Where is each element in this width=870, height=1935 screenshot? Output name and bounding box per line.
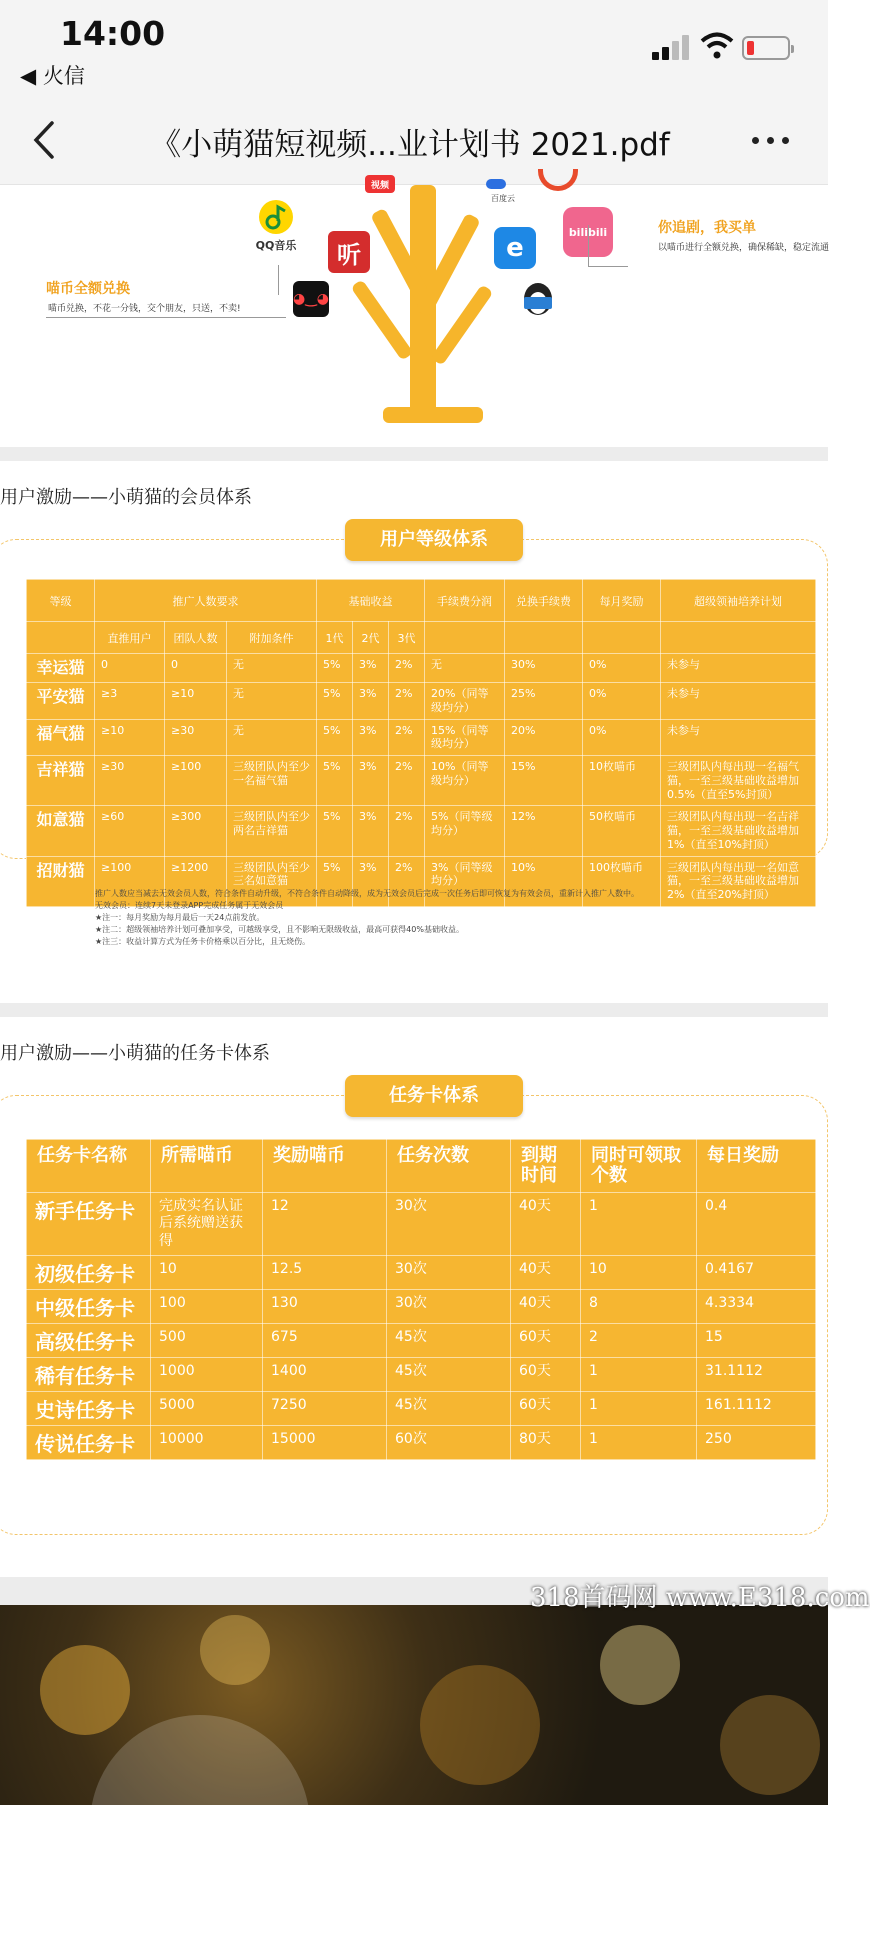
col-header: 手续费分润: [425, 580, 505, 622]
table-cell: 1400: [263, 1358, 387, 1392]
table-row: [27, 683, 816, 720]
table-cell: 5%: [317, 756, 353, 806]
table-cell: 40天: [511, 1290, 581, 1324]
callout-right-subtitle: 以喵币进行全额兑换，确保稀缺，稳定流通: [658, 243, 830, 253]
card-name-cell: 史诗任务卡: [27, 1392, 151, 1426]
sub-header: 直推用户: [95, 622, 165, 654]
note-line: ★注一：每月奖励为每月最后一天24点前发放。: [95, 913, 265, 922]
table-cell: 2%: [389, 654, 425, 683]
table-cell: 5%: [317, 856, 353, 906]
level-name-cell: 吉祥猫: [27, 756, 95, 806]
card-name-cell: 新手任务卡: [27, 1192, 151, 1256]
table-cell: 5%: [317, 683, 353, 720]
table-notes: [95, 888, 639, 948]
task-card-pill: 任务卡体系: [345, 1075, 523, 1117]
table-cell: 2%: [389, 856, 425, 906]
table-cell: 2: [581, 1324, 697, 1358]
card-name-cell: 高级任务卡: [27, 1324, 151, 1358]
table-cell: 50枚喵币: [583, 806, 661, 856]
watermark: 318首码网 www.E318.com: [530, 1583, 870, 1613]
table-cell: 0: [95, 654, 165, 683]
table-cell: 30次: [387, 1290, 511, 1324]
level-name-cell: 福气猫: [27, 719, 95, 756]
table-cell: 1: [581, 1192, 697, 1256]
table-cell: 15: [697, 1324, 816, 1358]
red-app-icon: [538, 169, 578, 191]
pdf-viewer[interactable]: [0, 180, 830, 1792]
table-cell: 三级团队内每出现一名如意猫，一至三级基础收益增加2%（直至20%封顶）: [661, 856, 816, 906]
table-cell: ≥30: [95, 756, 165, 806]
table-cell: 12.5: [263, 1256, 387, 1290]
table-cell: 1000: [151, 1358, 263, 1392]
table-cell: 5%: [317, 654, 353, 683]
note-line: ★注三：收益计算方式为任务卡价格乘以百分比，且无烧伤。: [95, 937, 311, 946]
battery-icon: [742, 36, 790, 60]
video-icon: 视频: [365, 175, 395, 193]
table-cell: 40天: [511, 1192, 581, 1256]
callout-connector: [278, 265, 286, 295]
table-cell: 40天: [511, 1256, 581, 1290]
tree-base: [383, 407, 483, 423]
table-cell: 20%: [505, 719, 583, 756]
table-row: [27, 1358, 816, 1392]
section-heading: 用户激励——小萌猫的任务卡体系: [0, 1043, 270, 1064]
table-cell: 25%: [505, 683, 583, 720]
baidu-cloud-label: 百度云: [491, 194, 515, 203]
col-header: 所需喵币: [151, 1140, 263, 1193]
table-cell: 5%（同等级均分）: [425, 806, 505, 856]
pdf-page-membership: [0, 461, 828, 1003]
table-cell: 5%: [317, 719, 353, 756]
table-cell: 10: [581, 1256, 697, 1290]
table-cell: 250: [697, 1426, 816, 1460]
table-cell: ≥300: [165, 806, 227, 856]
table-cell: 未参与: [661, 719, 816, 756]
back-chevron-icon[interactable]: [26, 117, 66, 163]
col-header: 任务卡名称: [27, 1140, 151, 1193]
table-cell: 10000: [151, 1426, 263, 1460]
table-cell: 无: [227, 683, 317, 720]
bilibili-icon: bilibili: [563, 207, 613, 257]
membership-table: [26, 579, 816, 907]
clock: 14:00: [60, 14, 166, 53]
table-cell: 2%: [389, 756, 425, 806]
level-name-cell: 平安猫: [27, 683, 95, 720]
table-cell: 31.1112: [697, 1358, 816, 1392]
table-cell: 0%: [583, 719, 661, 756]
user-level-pill: 用户等级体系: [345, 519, 523, 561]
card-name-cell: 稀有任务卡: [27, 1358, 151, 1392]
table-cell: 45次: [387, 1392, 511, 1426]
table-row: [27, 1290, 816, 1324]
eleme-icon: e: [494, 227, 536, 269]
col-header: 超级领袖培养计划: [661, 580, 816, 622]
table-cell: 三级团队内至少三名如意猫: [227, 856, 317, 906]
table-cell: 60天: [511, 1358, 581, 1392]
table-cell: 45次: [387, 1324, 511, 1358]
level-name-cell: 招财猫: [27, 856, 95, 906]
col-header: 推广人数要求: [95, 580, 317, 622]
table-subheader-row: [27, 622, 816, 654]
table-header-row: [27, 1140, 816, 1193]
table-row: [27, 1426, 816, 1460]
table-row: [27, 1324, 816, 1358]
table-cell: 1: [581, 1426, 697, 1460]
table-cell: 无: [227, 654, 317, 683]
pdf-page-task-cards: [0, 1017, 828, 1577]
table-cell: 12: [263, 1192, 387, 1256]
table-cell: ≥60: [95, 806, 165, 856]
table-cell: 2%: [389, 719, 425, 756]
card-name-cell: 中级任务卡: [27, 1290, 151, 1324]
table-cell: 30%: [505, 654, 583, 683]
table-cell: ≥10: [95, 719, 165, 756]
callout-right-title: 你追剧，我买单: [658, 220, 756, 236]
more-options-icon[interactable]: [752, 137, 790, 147]
table-row: [27, 806, 816, 856]
table-cell: 100枚喵币: [583, 856, 661, 906]
table-cell: 3%: [353, 806, 389, 856]
table-row: [27, 1392, 816, 1426]
table-row: [27, 1192, 816, 1256]
table-cell: 30次: [387, 1256, 511, 1290]
table-cell: 4.3334: [697, 1290, 816, 1324]
table-cell: 500: [151, 1324, 263, 1358]
col-header: 等级: [27, 580, 95, 622]
callout-left-title: 喵币全额兑换: [46, 281, 130, 297]
table-cell: 2%: [389, 806, 425, 856]
table-cell: 0%: [583, 683, 661, 720]
table-cell: 20%（同等级均分）: [425, 683, 505, 720]
table-cell: 10: [151, 1256, 263, 1290]
table-cell: 130: [263, 1290, 387, 1324]
table-cell: ≥100: [95, 856, 165, 906]
table-cell: 3%: [353, 683, 389, 720]
table-cell: 60次: [387, 1426, 511, 1460]
document-nav-bar: [0, 95, 828, 185]
table-cell: 3%: [353, 756, 389, 806]
note-line: 无效会员：连续7天未登录APP完成任务属于无效会员: [95, 901, 284, 910]
ting-icon: 听: [328, 231, 370, 273]
pdf-page-photo: [0, 1605, 828, 1805]
table-cell: 3%（同等级均分）: [425, 856, 505, 906]
table-cell: 5%: [317, 806, 353, 856]
col-header: 基础收益: [317, 580, 425, 622]
table-cell: ≥1200: [165, 856, 227, 906]
level-name-cell: 幸运猫: [27, 654, 95, 683]
table-cell: 60天: [511, 1324, 581, 1358]
table-cell: 60天: [511, 1392, 581, 1426]
table-cell: 7250: [263, 1392, 387, 1426]
sub-header: 3代: [389, 622, 425, 654]
tree-branch: [350, 279, 413, 361]
table-cell: 1: [581, 1358, 697, 1392]
col-header: 每月奖励: [583, 580, 661, 622]
baidu-cloud-icon: [486, 179, 506, 189]
task-card-table: [26, 1139, 816, 1460]
callout-underline: [46, 317, 286, 318]
table-cell: 10枚喵币: [583, 756, 661, 806]
table-cell: 15000: [263, 1426, 387, 1460]
sub-header: 2代: [353, 622, 389, 654]
table-cell: 未参与: [661, 654, 816, 683]
table-row: [27, 756, 816, 806]
pdf-page-tree: [0, 180, 830, 447]
table-cell: 0%: [583, 654, 661, 683]
table-cell: 三级团队内每出现一名吉祥猫，一至三级基础收益增加1%（直至10%封顶）: [661, 806, 816, 856]
table-cell: 完成实名认证后系统赠送获得: [151, 1192, 263, 1256]
table-cell: 80天: [511, 1426, 581, 1460]
table-cell: 5000: [151, 1392, 263, 1426]
level-name-cell: 如意猫: [27, 806, 95, 856]
table-cell: 0: [165, 654, 227, 683]
section-heading: 用户激励——小萌猫的会员体系: [0, 487, 252, 508]
callout-connector: [588, 225, 628, 267]
note-line: ★注二：超级领袖培养计划可叠加享受，可越级享受，且不影响无限级收益，最高可获得40%基础收益。: [95, 925, 464, 934]
card-name-cell: 传说任务卡: [27, 1426, 151, 1460]
qq-music-label: QQ音乐: [255, 239, 297, 252]
col-header: 同时可领取个数: [581, 1140, 697, 1193]
table-header-row: [27, 580, 816, 622]
table-cell: 100: [151, 1290, 263, 1324]
signal-icon: [652, 34, 690, 60]
table-cell: 3%: [353, 856, 389, 906]
table-cell: 12%: [505, 806, 583, 856]
sub-header: 1代: [317, 622, 353, 654]
table-cell: 0.4: [697, 1192, 816, 1256]
col-header: 任务次数: [387, 1140, 511, 1193]
back-to-app-link[interactable]: ◀ 火信: [20, 64, 85, 88]
table-cell: 10%: [505, 856, 583, 906]
table-cell: 3%: [353, 654, 389, 683]
table-row: [27, 654, 816, 683]
col-header: 每日奖励: [697, 1140, 816, 1193]
note-line: 推广人数应当减去无效会员人数，符合条件自动升级，不符合条件自动降级，成为无效会员后完成一次任务后即可恢复为有效会员，重新计入推广人数中。: [95, 889, 639, 898]
table-cell: 675: [263, 1324, 387, 1358]
table-cell: 1: [581, 1392, 697, 1426]
table-cell: 无: [227, 719, 317, 756]
table-cell: ≥100: [165, 756, 227, 806]
table-cell: ≥30: [165, 719, 227, 756]
card-name-cell: 初级任务卡: [27, 1256, 151, 1290]
status-bar: [0, 0, 828, 95]
table-cell: 161.1112: [697, 1392, 816, 1426]
table-cell: 三级团队内每出现一名福气猫，一至三级基础收益增加0.5%（直至5%封顶）: [661, 756, 816, 806]
col-header: 到期时间: [511, 1140, 581, 1193]
table-cell: 15%: [505, 756, 583, 806]
col-header: 奖励喵币: [263, 1140, 387, 1193]
table-cell: 3%: [353, 719, 389, 756]
sub-header: 附加条件: [227, 622, 317, 654]
sub-header: 团队人数: [165, 622, 227, 654]
table-cell: 30次: [387, 1192, 511, 1256]
table-row: [27, 1256, 816, 1290]
table-cell: 45次: [387, 1358, 511, 1392]
table-cell: 15%（同等级均分）: [425, 719, 505, 756]
table-cell: 无: [425, 654, 505, 683]
col-header: 兑换手续费: [505, 580, 583, 622]
dark-app-icon: ◕‿◕: [293, 281, 329, 317]
table-cell: 10%（同等级均分）: [425, 756, 505, 806]
table-cell: 8: [581, 1290, 697, 1324]
table-cell: 0.4167: [697, 1256, 816, 1290]
callout-left-subtitle: 喵币兑换，不花一分钱，交个朋友，只送，不卖!: [48, 304, 241, 314]
qq-penguin-icon: [520, 277, 556, 317]
table-cell: 三级团队内至少两名吉祥猫: [227, 806, 317, 856]
table-cell: 三级团队内至少一名福气猫: [227, 756, 317, 806]
qq-music-icon: [258, 199, 294, 235]
document-title: 《小萌猫短视频...业计划书 2021.pdf: [150, 127, 670, 163]
wifi-icon: [700, 30, 734, 60]
table-cell: ≥3: [95, 683, 165, 720]
table-cell: ≥10: [165, 683, 227, 720]
table-row: [27, 719, 816, 756]
table-cell: 2%: [389, 683, 425, 720]
table-cell: 未参与: [661, 683, 816, 720]
